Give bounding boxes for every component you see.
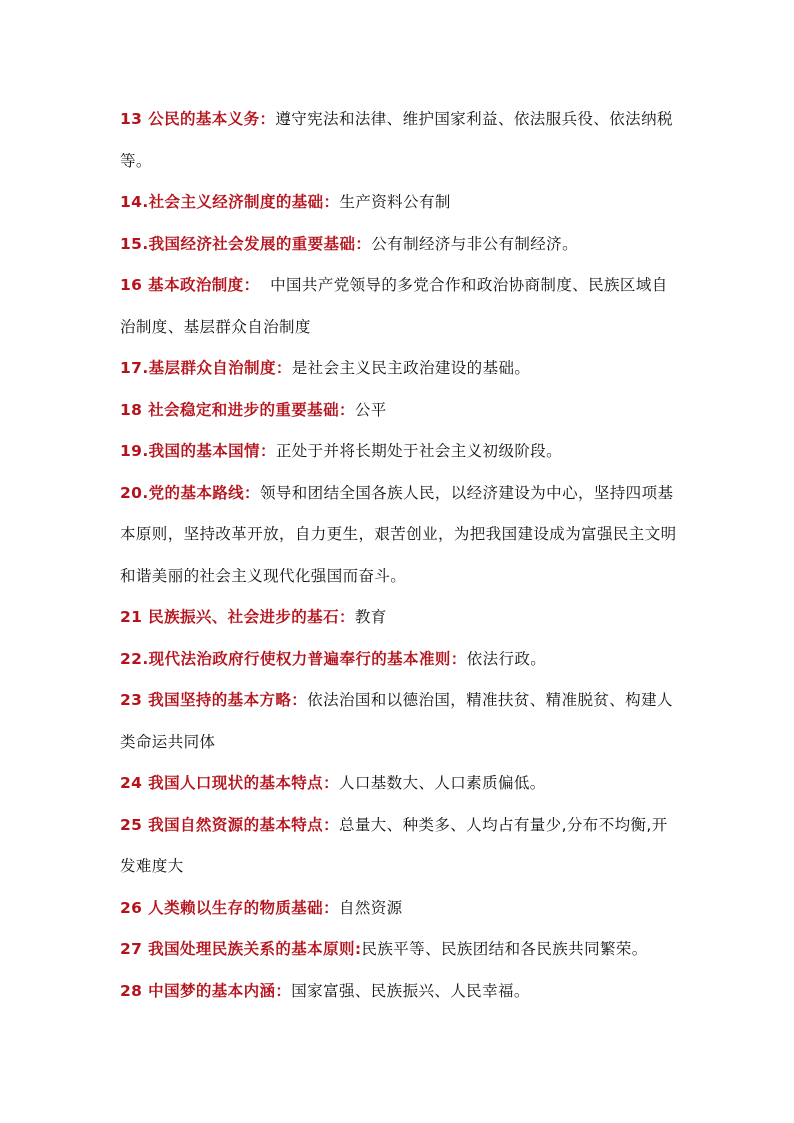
entry-term: 15.我国经济社会发展的重要基础： (120, 234, 372, 253)
entry-definition: 领导和团结全国各族人民，以经济建设为中心，坚持四项基本原则，坚持改革开放，自力更生，艰苦创业，为把我国建设成为富强民主文明和谐美丽的社会主义现代化强国而奋斗。 (120, 483, 677, 585)
entry-definition: 民族平等、民族团结和各民族共同繁荣。 (361, 940, 648, 958)
entry-term: 22.现代法治政府行使权力普遍奉行的基本准则： (120, 649, 467, 668)
entry-definition: 正处于并将长期处于社会主义初级阶段。 (275, 442, 563, 460)
entry-term: 13 公民的基本义务： (120, 110, 276, 128)
entry-26 (120, 888, 680, 930)
entry-definition: 公平 (354, 400, 387, 419)
entry-25 (120, 805, 680, 888)
entry-term: 19.我国的基本国情： (120, 442, 276, 460)
entry-definition: 生产资料公有制 (339, 193, 451, 211)
entry-23 (120, 680, 680, 763)
entry-term: 16 基本政治制度： (120, 276, 260, 294)
entry-term: 14.社会主义经济制度的基础： (120, 193, 340, 211)
entry-definition: 总量大、种类多、人均占有量少,分布不均衡,开发难度大 (120, 815, 668, 875)
entry-definition: 自然资源 (338, 898, 403, 917)
entry-term: 20.党的基本路线： (120, 483, 260, 502)
entry-definition: 中国共产党领导的多党合作和政治协商制度、民族区域自治制度、基层群众自治制度 (120, 276, 668, 336)
entry-28 (120, 971, 680, 1013)
entry-term: 17.基层群众自治制度： (120, 359, 292, 377)
document-body (120, 99, 680, 1012)
entry-20 (120, 473, 680, 598)
entry-term: 21 民族振兴、社会进步的基石： (120, 608, 355, 626)
entry-definition: 是社会主义民主政治建设的基础。 (291, 359, 531, 377)
entry-term: 28 中国梦的基本内涵： (120, 981, 292, 1000)
entry-24 (120, 763, 680, 805)
entry-17 (120, 348, 680, 390)
entry-definition: 公有制经济与非公有制经济。 (371, 234, 578, 253)
entry-21 (120, 597, 680, 639)
entry-term: 18 社会稳定和进步的重要基础： (120, 400, 355, 419)
entry-16 (120, 265, 680, 348)
entry-definition: 国家富强、民族振兴、人民幸福。 (291, 981, 530, 1000)
entry-19 (120, 431, 680, 473)
entry-term: 27 我国处理民族关系的基本原则: (120, 940, 362, 958)
entry-term: 23 我国坚持的基本方略： (120, 691, 308, 709)
entry-term: 26 人类赖以生存的物质基础： (120, 898, 339, 917)
entry-definition: 遵守宪法和法律、维护国家利益、依法服兵役、依法纳税等。 (120, 110, 673, 170)
entry-definition: 依法治国和以德治国，精准扶贫、精准脱贫、构建人类命运共同体 (120, 691, 673, 751)
entry-22 (120, 639, 680, 681)
entry-definition: 依法行政。 (466, 649, 547, 668)
entry-14 (120, 182, 680, 224)
entry-definition: 教育 (354, 608, 387, 626)
entry-13 (120, 99, 680, 182)
entry-term: 24 我国人口现状的基本特点： (120, 774, 339, 792)
entry-27 (120, 929, 680, 971)
entry-18 (120, 390, 680, 432)
entry-definition: 人口基数大、人口素质偏低。 (338, 774, 546, 792)
entry-term: 25 我国自然资源的基本特点： (120, 815, 339, 834)
entry-15 (120, 224, 680, 266)
